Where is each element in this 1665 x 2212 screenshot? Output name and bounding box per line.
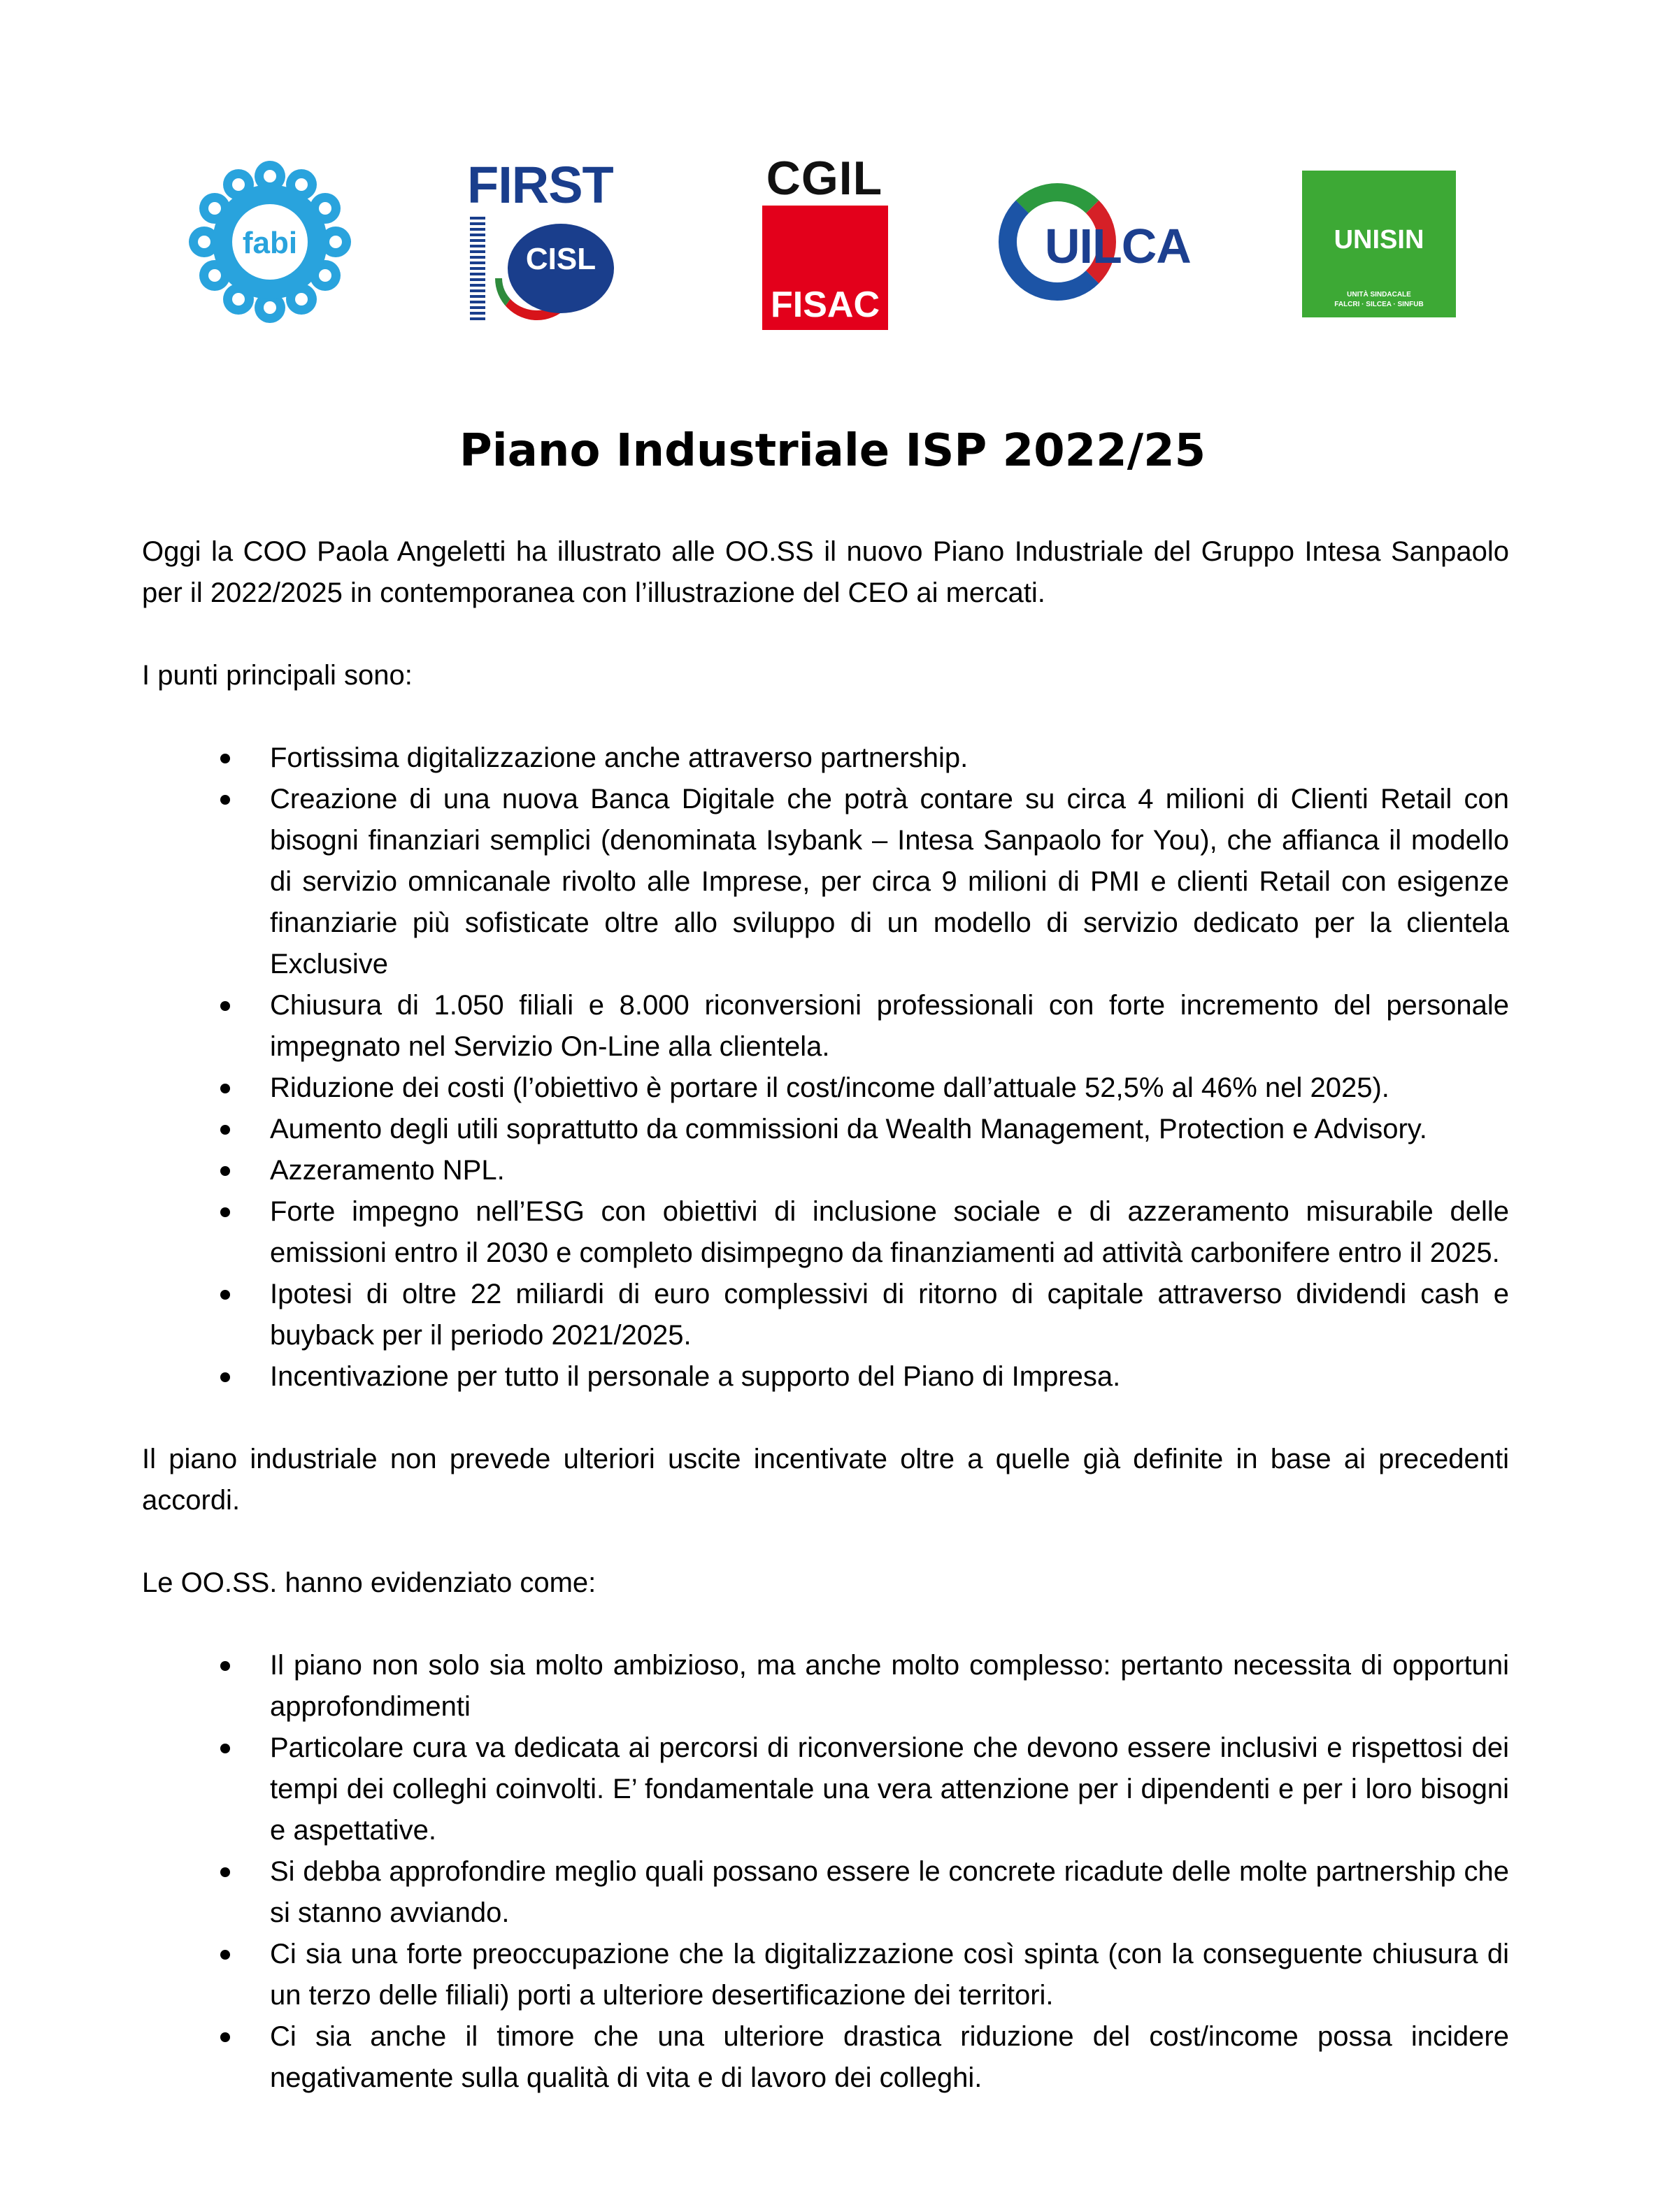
list-item: Particolare cura va dedicata ai percorsi di riconversione che devono essere inclusivi e rispettosi dei tempi dei colleghi coinvolti. E’ fondamentale una vera attenzione per i dipendenti e per i loro bisogni e aspettative. bbox=[142, 1728, 1509, 1851]
first-logo-bars bbox=[470, 217, 485, 322]
list-item: Ci sia una forte preoccupazione che la digitalizzazione così spinta (con la conseguente chiusura di un terzo delle filiali) porti a ulteriore desertificazione dei territori. bbox=[142, 1934, 1509, 2016]
first-cisl-logo bbox=[467, 156, 624, 324]
unions-heading: Le OO.SS. hanno evidenziato come: bbox=[142, 1567, 596, 1598]
fisac-red-block bbox=[762, 206, 888, 330]
document-title: Piano Industriale ISP 2022/25 bbox=[459, 425, 1206, 477]
bullet-icon bbox=[220, 1125, 230, 1135]
document-body bbox=[142, 531, 1509, 2099]
list-item: Il piano non solo sia molto ambizioso, ma anche molto complesso: pertanto necessita di opportuni approfondimenti bbox=[142, 1645, 1509, 1728]
bullet-icon bbox=[220, 2032, 230, 2042]
bullet-icon bbox=[220, 1207, 230, 1217]
list-item: Forte impegno nell’ESG con obiettivi di inclusione sociale e di azzeramento misurabile delle emissioni entro il 2030 e completo disimpegno da finanziamenti ad attività carbonifere entro il 2025. bbox=[142, 1191, 1509, 1274]
bullet-icon bbox=[220, 795, 230, 805]
bullet-icon bbox=[220, 1744, 230, 1753]
uilca-logo-text: UILCA bbox=[1045, 219, 1191, 273]
unisin-logo-text: UNISIN bbox=[1334, 225, 1424, 254]
bullet-icon bbox=[220, 1867, 230, 1877]
list-item: Aumento degli utili soprattutto da commissioni da Wealth Management, Protection e Advisory. bbox=[142, 1109, 1509, 1150]
list-item: Ipotesi di oltre 22 miliardi di euro complessivi di ritorno di capitale attraverso dividendi cash e buyback per il periodo 2021/2025. bbox=[142, 1274, 1509, 1356]
first-logo-text: FIRST bbox=[467, 156, 613, 214]
bullet-icon bbox=[220, 1290, 230, 1300]
list-item: Si debba approfondire meglio quali possano essere le concrete ricadute delle molte partnership che si stanno avviando. bbox=[142, 1851, 1509, 1934]
list-item: Ci sia anche il timore che una ulteriore drastica riduzione del cost/income possa incidere negativamente sulla qualità di vita e di lavoro dei colleghi. bbox=[142, 2016, 1509, 2099]
union-logos-row bbox=[0, 154, 1665, 336]
cisl-logo-text: CISL bbox=[525, 242, 596, 276]
bullet-icon bbox=[220, 1001, 230, 1011]
bullet-icon bbox=[220, 1372, 230, 1382]
uilca-logo bbox=[999, 175, 1201, 315]
main-points-list bbox=[142, 738, 1509, 1398]
intro-paragraph: Oggi la COO Paola Angeletti ha illustrato alle OO.SS il nuovo Piano Industriale del Gruppo Intesa Sanpaolo per il 2022/2025 in contemporanea con l’illustrazione del CEO ai mercati. bbox=[142, 536, 1509, 608]
fabi-logo-text: fabi bbox=[242, 226, 298, 260]
fisac-logo-text: FISAC bbox=[771, 285, 880, 325]
list-item: Chiusura di 1.050 filiali e 8.000 riconversioni professionali con forte incremento del personale impegnato nel Servizio On-Line alla clientela. bbox=[142, 985, 1509, 1068]
unisin-logo bbox=[1302, 171, 1456, 317]
fabi-logo bbox=[187, 159, 352, 324]
list-item: Azzeramento NPL. bbox=[142, 1150, 1509, 1191]
points-heading: I punti principali sono: bbox=[142, 660, 413, 691]
unisin-subtitle-1: UNITÀ SINDACALE bbox=[1347, 291, 1411, 299]
concerns-list bbox=[142, 1645, 1509, 2099]
list-item: Fortissima digitalizzazione anche attraverso partnership. bbox=[142, 738, 1509, 779]
bullet-icon bbox=[220, 754, 230, 763]
bullet-icon bbox=[220, 1950, 230, 1960]
list-item: Riduzione dei costi (l’obiettivo è portare il cost/income dall’attuale 52,5% al 46% nel 2025). bbox=[142, 1068, 1509, 1109]
bullet-icon bbox=[220, 1661, 230, 1671]
cisl-circle bbox=[508, 224, 614, 313]
list-item: Creazione di una nuova Banca Digitale che potrà contare su circa 4 milioni di Clienti Retail con bisogni finanziari semplici (denominata Isybank – Intesa Sanpaolo for You), che affianca il modello di servizio omnicanale rivolto alle Imprese, per circa 9 milioni di PMI e clienti Retail con esigenze finanziarie più sofisticate oltre allo sviluppo di un modello di servizio dedicato per la clientela Exclusive bbox=[142, 779, 1509, 985]
bullet-icon bbox=[220, 1084, 230, 1093]
list-item: Incentivazione per tutto il personale a supporto del Piano di Impresa. bbox=[142, 1356, 1509, 1398]
cgil-logo-text: CGIL bbox=[766, 152, 883, 205]
unisin-subtitle-2: FALCRI · SILCEA · SINFUB bbox=[1334, 301, 1424, 308]
bullet-icon bbox=[220, 1166, 230, 1176]
cgil-fisac-logo bbox=[759, 152, 889, 330]
no-exits-paragraph: Il piano industriale non prevede ulteriori uscite incentivate oltre a quelle già definite in base ai precedenti accordi. bbox=[142, 1444, 1509, 1516]
